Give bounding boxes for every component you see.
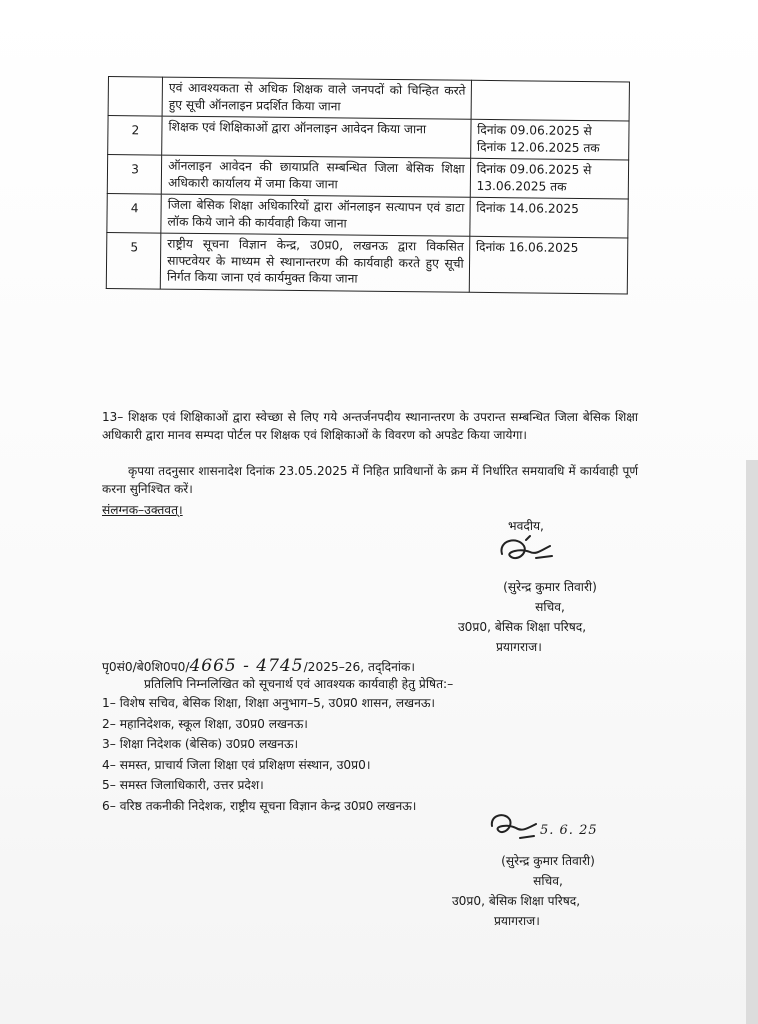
table-row <box>107 155 628 199</box>
serial-number-cell <box>108 77 162 117</box>
copy-list-item: 2– महानिदेशक, स्कूल शिक्षा, उ0प्र0 लखनऊ। <box>102 716 308 731</box>
copy-list-item: 5– समस्त जिलाधिकारी, उत्तर प्रदेश। <box>102 778 264 792</box>
signatory-office: उ0प्र0, बेसिक शिक्षा परिषद, <box>458 620 587 634</box>
schedule-table <box>106 76 630 294</box>
signature-date: 5. 6. 25 <box>540 823 598 838</box>
copy-intro: प्रतिलिपि निम्नलिखित को सूचनार्थ एवं आवश्यक कार्यवाही हेतु प्रेषित:– <box>144 677 454 691</box>
signatory-name: (सुरेन्द्र कुमार तिवारी) <box>501 854 595 868</box>
copy-list-item: 1– विशेष सचिव, बेसिक शिक्षा, शिक्षा अनुभाग–5, उ0प्र0 शासन, लखनऊ। <box>102 696 436 710</box>
activity-cell: ऑनलाइन आवेदन की छायाप्रति सम्बन्धित जिला बेसिक शिक्षा अधिकारी कार्यालय में जमा किया जाना <box>161 155 470 197</box>
table-row <box>108 77 629 121</box>
serial-number-cell: 4 <box>107 193 161 233</box>
table-row <box>107 193 628 237</box>
enclosure-note: संलग्नक–उक्तवत्। <box>102 503 183 517</box>
date-cell: दिनांक 09.06.2025 से 13.06.2025 तक <box>470 158 629 199</box>
serial-number-cell: 2 <box>108 116 162 156</box>
copy-list-item: 6– वरिष्ठ तकनीकी निदेशक, राष्ट्रीय सूचना विज्ञान केन्द्र उ0प्र0 लखनऊ। <box>102 798 417 813</box>
signatory-place: प्रयागराज। <box>496 640 542 654</box>
signatory-designation: सचिव, <box>535 600 565 614</box>
request-paragraph: कृपया तदनुसार शासनादेश दिनांक 23.05.2025 में निहित प्राविधानों के क्रम में निर्धारित समयावधि में कार्यवाही पूर्ण करना सुनिश्चित करें। <box>102 464 638 496</box>
page-edge-shadow <box>746 460 758 1024</box>
activity-cell: जिला बेसिक शिक्षा अधिकारियों द्वारा ऑनलाइन सत्यापन एवं डाटा लॉक किये जाने की कार्यवाही किया जाना <box>161 194 470 236</box>
serial-number-cell: 3 <box>107 155 161 195</box>
date-cell <box>471 80 630 121</box>
signatory-designation: सचिव, <box>533 874 563 888</box>
copy-list-item: 3– शिक्षा निदेशक (बेसिक) उ0प्र0 लखनऊ। <box>102 737 299 751</box>
signatory-place: प्रयागराज। <box>494 914 540 928</box>
activity-cell: एवं आवश्यकता से अधिक शिक्षक वाले जनपदों को चिन्हित करते हुए सूची ऑनलाइन प्रदर्शित किया जाना <box>162 77 471 119</box>
table-row <box>106 232 628 293</box>
reference-suffix: /2025–26, तद्‌दिनांक। <box>303 660 415 674</box>
signature-image <box>496 532 558 572</box>
reference-line <box>102 656 415 676</box>
closing-text: भवदीय, <box>508 519 544 533</box>
copy-list-item: 4– समस्त, प्राचार्य जिला शिक्षा एवं प्रशिक्षण संस्थान, उ0प्र0। <box>102 757 371 772</box>
signatory-name: (सुरेन्द्र कुमार तिवारी) <box>503 580 597 594</box>
reference-number: 4665 - 4745 <box>189 656 304 676</box>
table-row <box>108 116 629 160</box>
activity-cell: शिक्षक एवं शिक्षिकाओं द्वारा ऑनलाइन आवेदन किया जाना <box>162 116 471 158</box>
date-cell: दिनांक 16.06.2025 <box>469 236 628 293</box>
serial-number-cell: 5 <box>106 232 161 288</box>
signatory-office: उ0प्र0, बेसिक शिक्षा परिषद, <box>452 894 581 908</box>
signature-image <box>486 808 542 850</box>
activity-cell: राष्ट्रीय सूचना विज्ञान केन्द्र, उ0प्र0, लखनऊ द्वारा विकसित साफ्टवेयर के माध्यम से स्थानान्तरण की कार्यवाही करते हुए सूची निर्गत किया जाना एवं कार्यमुक्त किया जाना <box>160 233 469 292</box>
date-cell: दिनांक 14.06.2025 <box>470 197 629 238</box>
date-cell: दिनांक 09.06.2025 से दिनांक 12.06.2025 तक <box>470 119 629 160</box>
reference-prefix: पृ0सं0/बे0शि0प0/ <box>102 660 190 674</box>
para-13: 13– शिक्षक एवं शिक्षिकाओं द्वारा स्वेच्छा से लिए गये अन्तर्जनपदीय स्थानान्तरण के उपरान्त सम्बन्धित जिला बेसिक शिक्षा अधिकारी द्वारा मानव सम्पदा पोर्टल पर शिक्षक एवं शिक्षिकाओं के विवरण को अपडेट किया जायेगा। <box>102 410 638 442</box>
